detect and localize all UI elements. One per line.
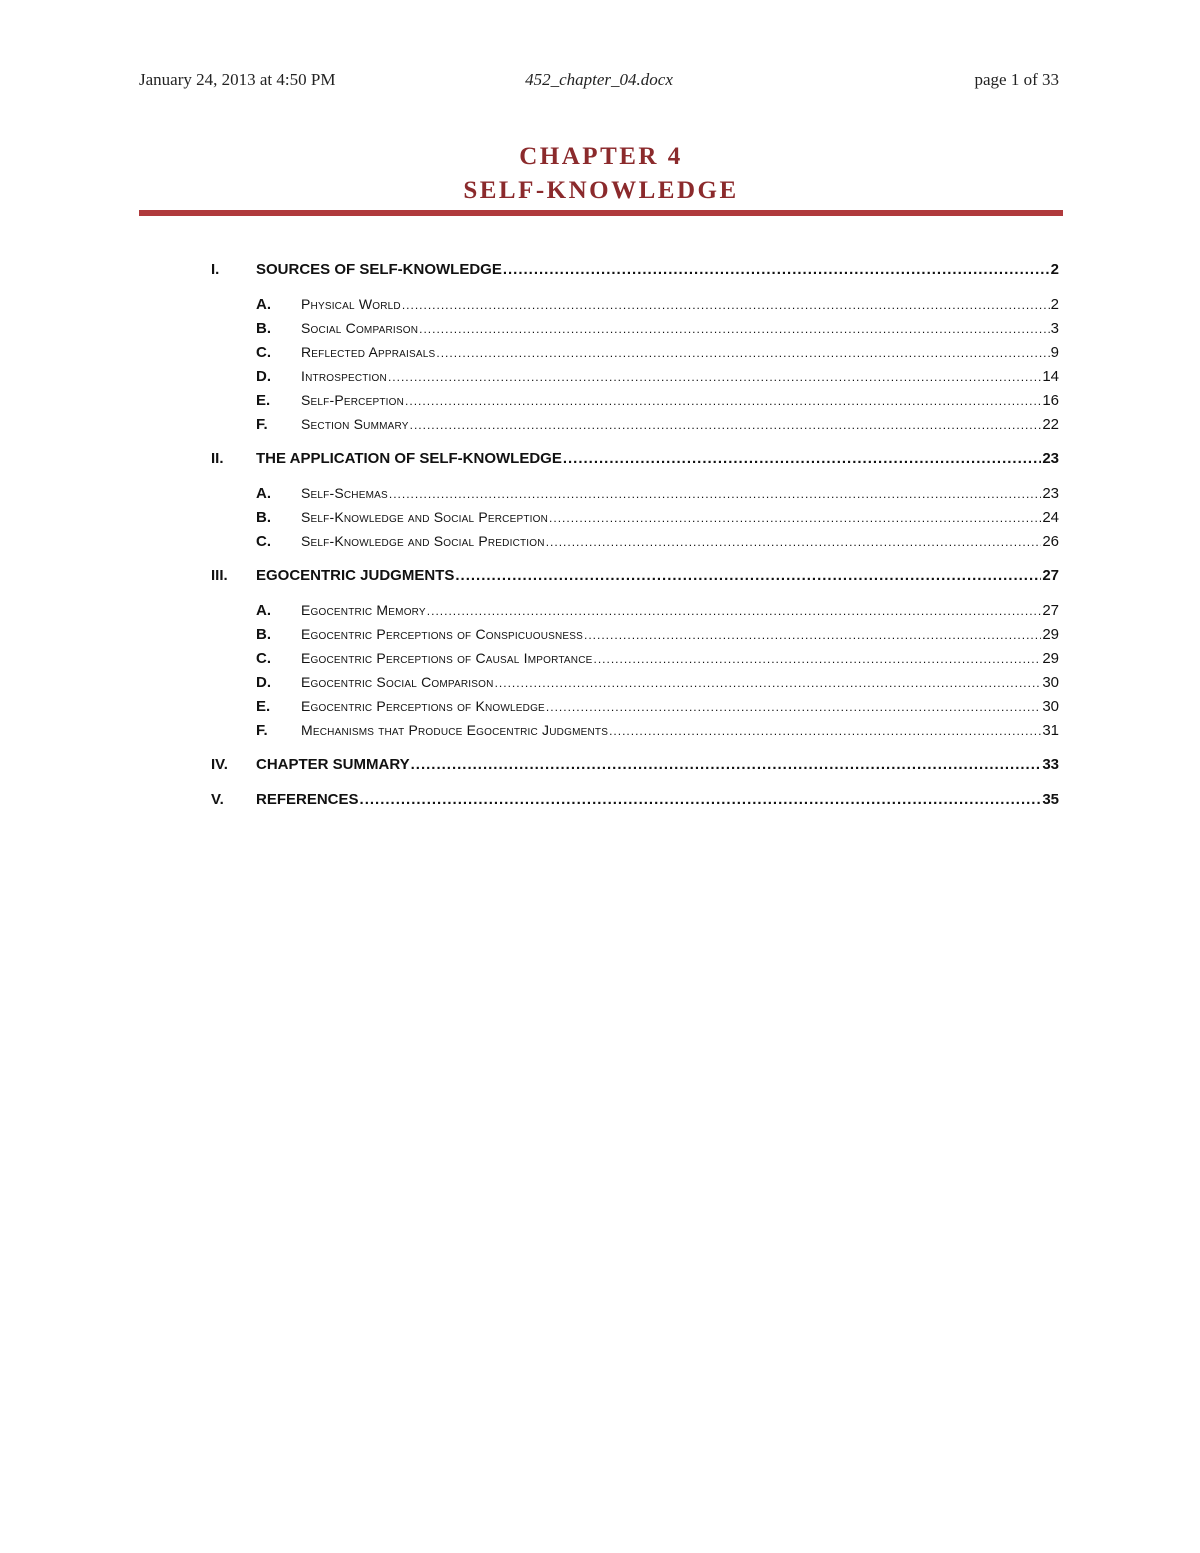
toc-page-number: 23	[1042, 485, 1059, 502]
toc-page-number: 29	[1042, 650, 1059, 667]
toc-subsection-entry[interactable]	[211, 388, 1059, 412]
toc-dot-leader	[495, 671, 1042, 695]
header-page-number: page 1 of 33	[974, 70, 1059, 89]
toc-page-number: 2	[1050, 296, 1059, 313]
toc-subsection-entry[interactable]	[211, 505, 1059, 529]
toc-subsection-title[interactable]: Self-Perception	[301, 392, 405, 408]
toc-page-number: 24	[1042, 509, 1059, 526]
toc-section-number: IV.	[211, 756, 228, 773]
toc-page-number: 30	[1042, 698, 1059, 715]
toc-subsection-entry[interactable]	[211, 718, 1059, 742]
toc-section-number: II.	[211, 450, 224, 467]
toc-subsection-title[interactable]: Self-Schemas	[301, 485, 388, 501]
toc-page-number: 9	[1050, 344, 1059, 361]
toc-subsection-title[interactable]: Social Comparison	[301, 320, 419, 336]
toc-section-title[interactable]: THE APPLICATION OF SELF-KNOWLEDGE	[256, 450, 562, 467]
title-divider	[139, 210, 1063, 216]
toc-dot-leader	[410, 413, 1042, 437]
toc-subsection-letter: C.	[256, 344, 271, 361]
toc-page-number: 22	[1042, 416, 1059, 433]
toc-dot-leader	[427, 599, 1042, 623]
chapter-number: CHAPTER 4	[519, 143, 683, 170]
toc-dot-leader	[609, 719, 1041, 743]
toc-subsection-title[interactable]: Self-Knowledge and Social Prediction	[301, 533, 545, 549]
toc-subsection-title[interactable]: Physical World	[301, 296, 401, 312]
toc-subsection-title[interactable]: Section Summary	[301, 416, 409, 432]
toc-subsection-entry[interactable]	[211, 694, 1059, 718]
toc-subsection-title[interactable]: Introspection	[301, 368, 387, 384]
toc-section-title[interactable]: EGOCENTRIC JUDGMENTS	[256, 567, 455, 584]
toc-dot-leader	[584, 623, 1041, 647]
toc-page-number: 27	[1042, 602, 1059, 619]
toc-subsection-title[interactable]: Egocentric Perceptions of Knowledge	[301, 698, 545, 714]
toc-subsection-letter: B.	[256, 509, 271, 526]
toc-subsection-entry[interactable]	[211, 292, 1059, 316]
toc-subsection-letter: B.	[256, 320, 271, 337]
toc-page-number: 16	[1042, 392, 1059, 409]
toc-section-number: III.	[211, 567, 228, 584]
toc-subsection-letter: B.	[256, 626, 271, 643]
table-of-contents	[211, 258, 1059, 812]
toc-section-number: V.	[211, 791, 224, 808]
toc-subsection-entry[interactable]	[211, 622, 1059, 646]
toc-subsection-letter: C.	[256, 533, 271, 550]
toc-dot-leader	[546, 695, 1041, 719]
toc-dot-leader	[455, 564, 1041, 588]
toc-page-number: 23	[1042, 450, 1059, 467]
toc-subsection-letter: A.	[256, 602, 271, 619]
toc-section-entry[interactable]	[211, 753, 1059, 777]
toc-subsection-title[interactable]: Reflected Appraisals	[301, 344, 436, 360]
toc-dot-leader	[563, 447, 1041, 471]
toc-dot-leader	[388, 365, 1041, 389]
toc-subsection-letter: D.	[256, 674, 271, 691]
toc-subsection-letter: F.	[256, 722, 268, 739]
toc-dot-leader	[546, 530, 1042, 554]
toc-page-number: 29	[1042, 626, 1059, 643]
toc-dot-leader	[405, 389, 1041, 413]
toc-page-number: 35	[1042, 791, 1059, 808]
toc-subsection-letter: A.	[256, 296, 271, 313]
toc-subsection-letter: E.	[256, 392, 271, 409]
toc-dot-leader	[549, 506, 1041, 530]
toc-subsection-letter: E.	[256, 698, 271, 715]
toc-dot-leader	[411, 753, 1042, 777]
header-filename: 452_chapter_04.docx	[525, 70, 673, 89]
toc-subsection-entry[interactable]	[211, 481, 1059, 505]
toc-section-title[interactable]: SOURCES OF SELF-KNOWLEDGE	[256, 261, 502, 278]
toc-page-number: 14	[1042, 368, 1059, 385]
toc-subsection-letter: F.	[256, 416, 268, 433]
toc-section-entry[interactable]	[211, 258, 1059, 282]
toc-dot-leader	[389, 482, 1041, 506]
toc-dot-leader	[503, 258, 1050, 282]
toc-section-entry[interactable]	[211, 447, 1059, 471]
toc-subsection-letter: D.	[256, 368, 271, 385]
toc-page-number: 3	[1050, 320, 1059, 337]
toc-dot-leader	[436, 341, 1049, 365]
chapter-name: SELF-KNOWLEDGE	[463, 177, 739, 204]
toc-subsection-entry[interactable]	[211, 316, 1059, 340]
toc-page-number: 30	[1042, 674, 1059, 691]
toc-section-entry[interactable]	[211, 788, 1059, 812]
toc-subsection-entry[interactable]	[211, 412, 1059, 436]
toc-page-number: 33	[1042, 756, 1059, 773]
toc-subsection-letter: C.	[256, 650, 271, 667]
toc-subsection-title[interactable]: Egocentric Perceptions of Causal Importance	[301, 650, 593, 666]
toc-subsection-entry[interactable]	[211, 646, 1059, 670]
header-timestamp: January 24, 2013 at 4:50 PM	[139, 70, 336, 89]
toc-section-title[interactable]: REFERENCES	[256, 791, 359, 808]
toc-subsection-title[interactable]: Self-Knowledge and Social Perception	[301, 509, 549, 525]
toc-subsection-title[interactable]: Egocentric Memory	[301, 602, 426, 618]
chapter-title	[139, 140, 1063, 208]
toc-section-title[interactable]: CHAPTER SUMMARY	[256, 756, 410, 773]
toc-dot-leader	[402, 293, 1050, 317]
toc-page-number: 27	[1042, 567, 1059, 584]
toc-page-number: 31	[1042, 722, 1059, 739]
toc-section-number: I.	[211, 261, 220, 278]
toc-page-number: 26	[1042, 533, 1059, 550]
toc-subsection-title[interactable]: Mechanisms that Produce Egocentric Judgments	[301, 722, 609, 738]
toc-subsection-letter: A.	[256, 485, 271, 502]
toc-dot-leader	[360, 788, 1042, 812]
toc-subsection-title[interactable]: Egocentric Social Comparison	[301, 674, 494, 690]
toc-section-entry[interactable]	[211, 564, 1059, 588]
toc-dot-leader	[419, 317, 1050, 341]
toc-subsection-title[interactable]: Egocentric Perceptions of Conspicuousness	[301, 626, 584, 642]
page-header	[139, 70, 1059, 94]
toc-page-number: 2	[1050, 261, 1059, 278]
toc-dot-leader	[594, 647, 1042, 671]
toc-subsection-entry[interactable]	[211, 598, 1059, 622]
toc-subsection-entry[interactable]	[211, 670, 1059, 694]
toc-subsection-entry[interactable]	[211, 340, 1059, 364]
toc-subsection-entry[interactable]	[211, 529, 1059, 553]
toc-subsection-entry[interactable]	[211, 364, 1059, 388]
